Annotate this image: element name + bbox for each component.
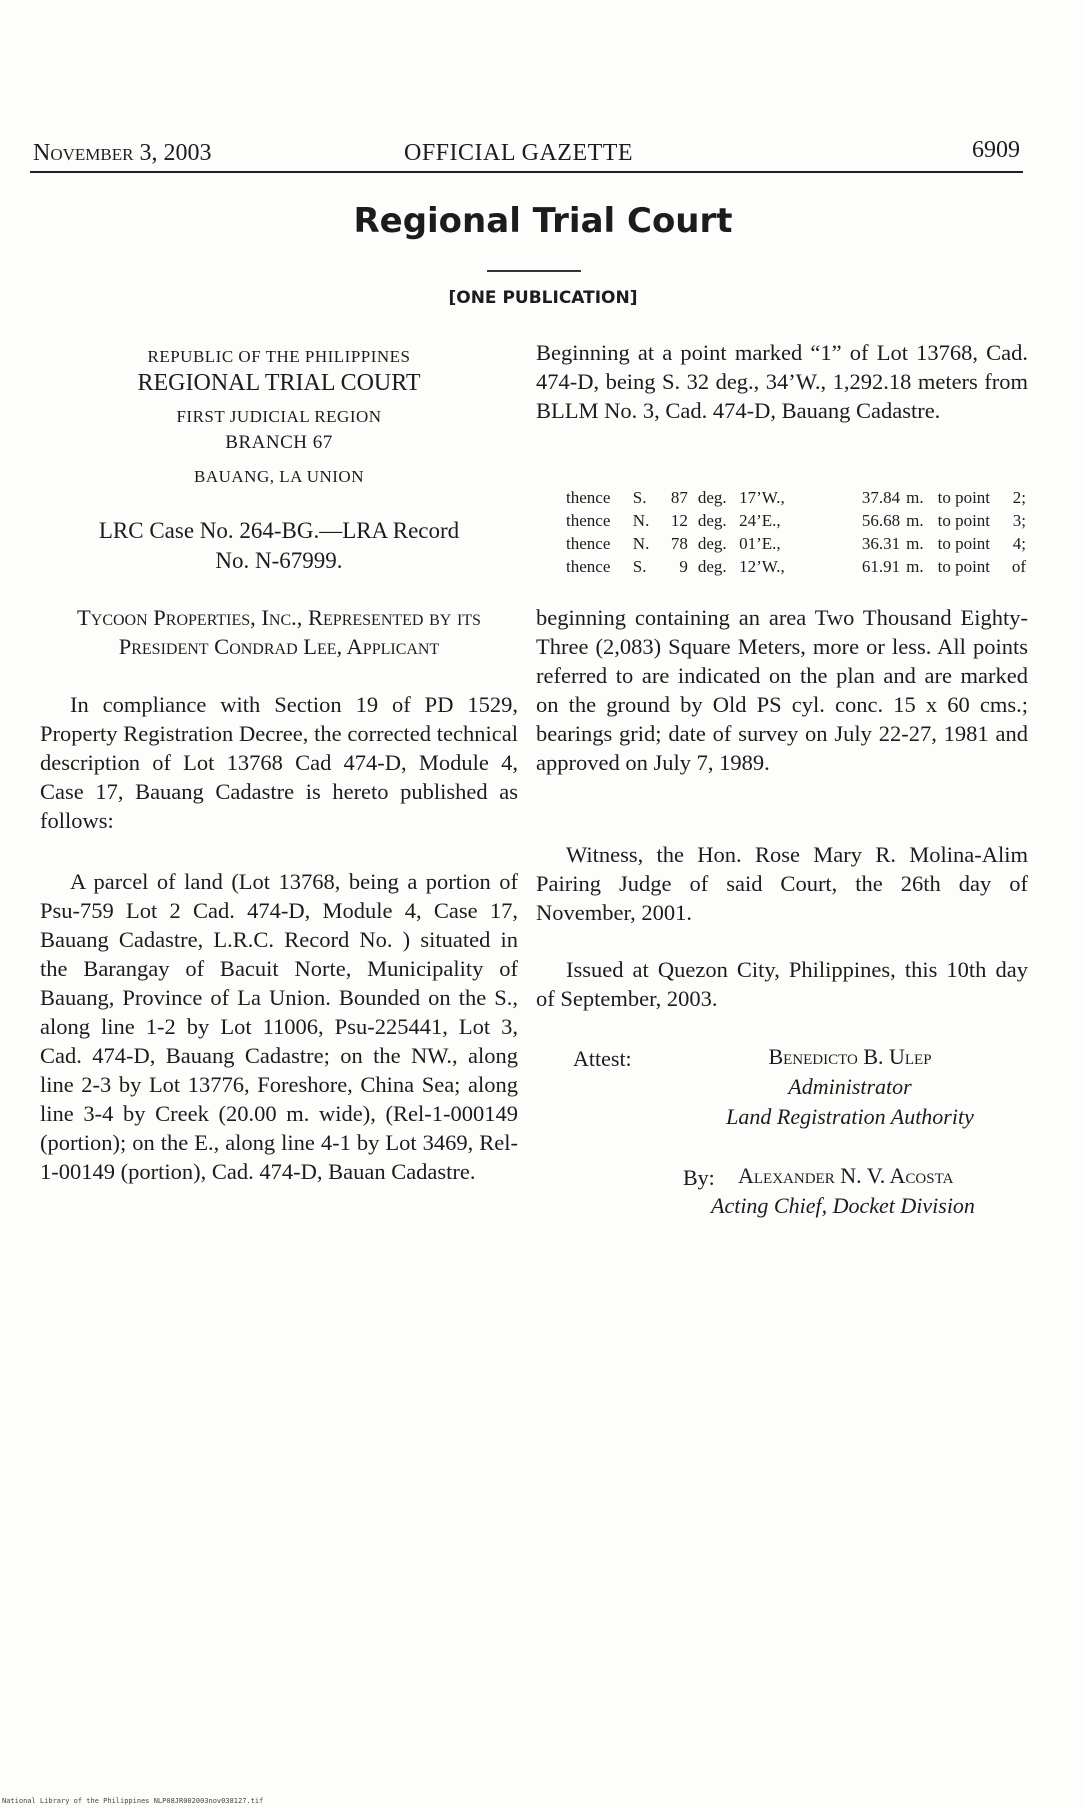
area-paragraph: beginning containing an area Two Thousand Eighty-Three (2,083) Square Meters, more or less. All points referred to are indicated on the plan and are marked on the ground by Old PS cyl. conc. 15 x 60 cms.; bearings grid; date of survey on July 22-27, 1981 and approved on July 7, 1989.: [536, 605, 1028, 775]
issue-date: November 3, 2003: [33, 140, 212, 166]
scan-footer: National Library of the Philippines NLP08JR002003nov038127.tif: [2, 1797, 264, 1805]
bearing-row: thence S. 9 deg. 12’W., 61.91 m. to point of: [566, 557, 1026, 576]
court-line-republic: REPUBLIC OF THE PHILIPPINES: [147, 347, 411, 366]
court-line-branch: BRANCH 67: [225, 432, 333, 453]
by-signatory-title: Acting Chief, Docket Division: [711, 1193, 975, 1218]
by-label: By:: [683, 1165, 715, 1190]
applicant: Tycoon Properties, Inc., Represented by its President Condrad Lee, Applicant: [77, 605, 481, 659]
beginning-point-paragraph: Beginning at a point marked “1” of Lot 13768, Cad. 474-D, being S. 32 deg., 34’W., 1,292.18 meters from BLLM No. 3, Cad. 474-D, Bauang Cadastre.: [536, 340, 1028, 423]
bearing-row: thence S. 87 deg. 17’W., 37.84 m. to point 2;: [566, 488, 1026, 507]
attest-label: Attest:: [573, 1046, 632, 1071]
case-number-line2: No. N-67999.: [215, 548, 343, 573]
case-number-line1: LRC Case No. 264-BG.—LRA Record: [98, 518, 460, 543]
issued-paragraph: Issued at Quezon City, Philippines, this 10th day of September, 2003.: [536, 957, 1028, 1011]
witness-paragraph: Witness, the Hon. Rose Mary R. Molina-Alim Pairing Judge of said Court, the 26th day of November, 2001.: [536, 842, 1028, 925]
bearing-row: thence N. 12 deg. 24’E., 56.68 m. to point 3;: [566, 511, 1026, 530]
by-signatory-name: Alexander N. V. Acosta: [738, 1163, 954, 1188]
compliance-paragraph: In compliance with Section 19 of PD 1529, Property Registration Decree, the corrected technical description of Lot 13768 Cad 474-D, Module 4, Case 17, Bauang Cadastre is hereto published as follows:: [40, 692, 518, 833]
court-line-region: FIRST JUDICIAL REGION: [176, 407, 382, 426]
bearing-row: thence N. 78 deg. 01’E., 36.31 m. to point 4;: [566, 534, 1026, 553]
attest-signatory-agency: Land Registration Authority: [726, 1104, 974, 1129]
title-rule: [487, 270, 581, 272]
court-line-location: BAUANG, LA UNION: [194, 467, 364, 486]
court-line-rtc: REGIONAL TRIAL COURT: [137, 370, 421, 396]
publication-name: OFFICIAL GAZETTE: [404, 140, 634, 166]
attest-signatory-name: Benedicto B. Ulep: [768, 1044, 932, 1069]
section-title: Regional Trial Court: [353, 201, 733, 241]
bearings-table: [566, 486, 1026, 578]
publication-note: [ONE PUBLICATION]: [448, 288, 638, 308]
attest-signatory-title: Administrator: [788, 1074, 912, 1099]
header-rule: [30, 171, 1023, 173]
parcel-description: A parcel of land (Lot 13768, being a portion of Psu-759 Lot 2 Cad. 474-D, Module 4, Case 17, Bauang Cadastre, L.R.C. Record No. ) situated in the Barangay of Bacuit Norte, Municipality of Bauang, Province of La Union. Bounded on the S., along line 1-2 by Lot 11006, Psu-225441, Lot 3, Cad. 474-D, Bauang Cadastre; on the NW., along line 2-3 by Lot 13776, Foreshore, China Sea; along line 3-4 by Creek (20.00 m. wide), (Rel-1-000149 (portion); on the E., along line 4-1 by Lot 3469, Rel-1-00149 (portion), Cad. 474-D, Bauan Cadastre.: [40, 869, 518, 1184]
page-number: 6909: [972, 137, 1020, 163]
